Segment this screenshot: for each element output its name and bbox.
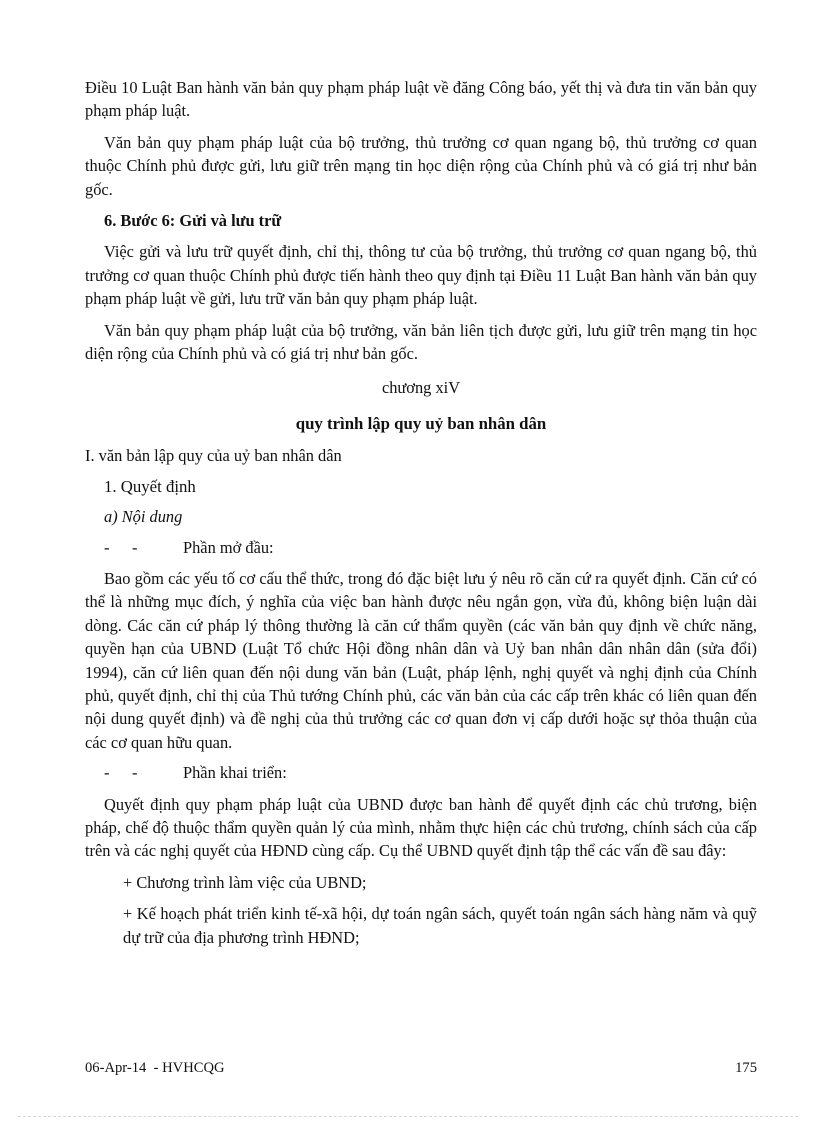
paragraph-law-publication: Điều 10 Luật Ban hành văn bản quy phạm pháp luật về đăng Công báo, yết thị và đưa tin văn bản quy phạm pháp luật. [85,78,757,121]
dash-marker: - [104,537,110,557]
plus-item-work-program: + Chương trình làm việc của UBND; [123,872,367,892]
paragraph-joint-documents: Văn bản quy phạm pháp luật của bộ trưởng, văn bản liên tịch được gửi, lưu giữ trên mạng tin học diện rộng của Chính phủ và có giá trị như bản gốc. [85,320,757,364]
plus-item-economic-plan: + Kế hoạch phát triển kinh tế-xã hội, dự toán ngân sách, quyết toán ngân sách hàng năm và quỹ dự trữ của địa phương trình HĐND; [123,904,757,947]
paragraph-opening-details: Bao gồm các yếu tố cơ cấu thể thức, trong đó đặc biệt lưu ý nêu rõ căn cứ ra quyết định. Căn cứ có thể là những mục đích, ý nghĩa của việc ban hành được nêu ngắn gọn, vừa đủ, không biện luận dài dòng. Các căn cứ pháp lý thông thường là căn cứ thẩm quyền (các văn bản quy định về chức năng, quyền hạn của UBND (Luật Tổ chức Hội đồng nhân dân và Uỷ ban nhân dân nhân dân (sửa đổi) 1994), căn cứ liên quan đến nội dung văn bản (Luật, pháp lệnh, nghị quyết và nghị định của Chính phủ, quyết định, chỉ thị của Thủ tướng Chính phủ, các văn bản của các cấp trên khác có liên quan đến nội dung quyết định) và đề nghị của thủ trưởng các cơ quan đơn vị cấp dưới hoặc sự thỏa thuận của các cơ quan hữu quan. [85,568,757,752]
chapter-label: chương xiV [381,378,461,398]
section-heading: I. văn bản lập quy của uỷ ban nhân dân [85,446,342,466]
footer-date: 06-Apr-14 [85,1060,147,1076]
dash-item-label: Phần khai triển: [183,763,287,783]
dash-marker: - [132,537,138,557]
footer-left [85,1060,225,1077]
paragraph-network-storage: Văn bản quy phạm pháp luật của bộ trưởng, thủ trưởng cơ quan ngang bộ, thủ trưởng cơ quan thuộc Chính phủ được gửi, lưu giữ trên mạng tin học diện rộng của Chính phủ và có giá trị như bản gốc. [85,132,757,199]
dash-marker: - [132,763,138,783]
dash-item-body [85,761,757,784]
step6-heading: 6. Bước 6: Gửi và lưu trữ [104,211,282,231]
page-number: 175 [735,1060,757,1076]
paragraph-body-details: Quyết định quy phạm pháp luật của UBND được ban hành để quyết định các chủ trương, biện pháp, chế độ thuộc thẩm quyền quản lý của mình, nhằm thực hiện các chủ trương, chính sách của cấp trên và các nghị quyết của HĐND cùng cấp. Cụ thể UBND quyết định tập thể các vấn đề sau đây: [85,794,757,861]
dash-item-label: Phần mở đầu: [183,537,274,557]
chapter-title: quy trình lập quy uỷ ban nhân dân [295,413,547,433]
dash-marker: - [104,763,110,783]
subsection-decision: 1. Quyết định [104,476,196,496]
document-page [85,76,757,949]
subsection-content: a) Nội dung [104,507,183,527]
page-edge-divider [18,1116,798,1117]
footer-org: - HVHCQG [153,1060,225,1076]
dash-item-opening [85,536,757,559]
paragraph-sending-archiving: Việc gửi và lưu trữ quyết định, chỉ thị, thông tư của bộ trưởng, thủ trưởng cơ quan ngang bộ, thủ trưởng cơ quan thuộc Chính phủ được tiến hành theo quy định tại Điều 11 Luật Ban hành văn bản quy phạm pháp luật về gửi, lưu trữ văn bản quy phạm pháp luật. [85,242,757,309]
